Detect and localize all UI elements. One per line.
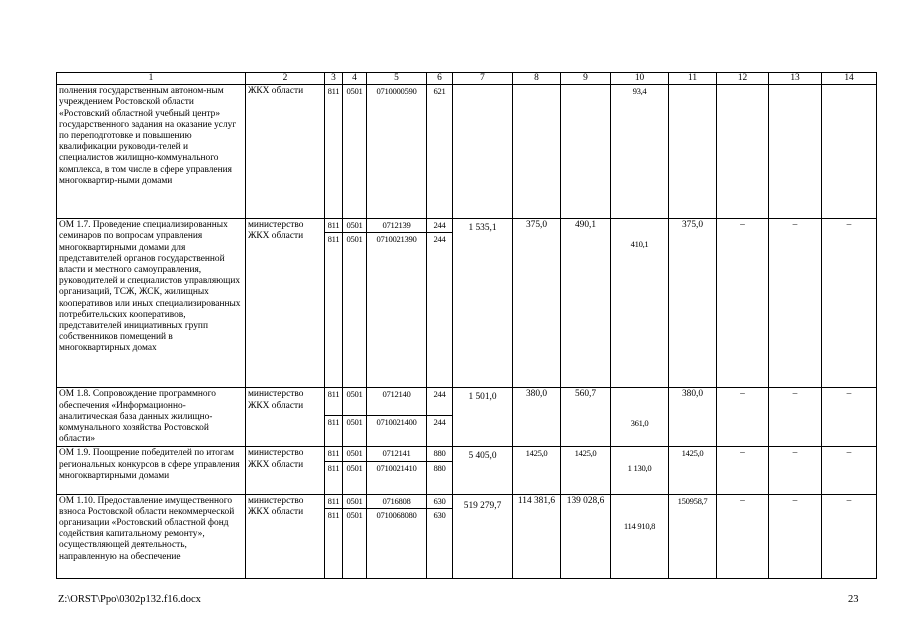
rz-pr-code: 0501 [343,85,367,219]
rz-pr-code: 0501 [343,461,367,494]
value-2014: 1425,0 [513,447,561,494]
gr-code: 811 [325,461,343,494]
value-cell [769,85,822,219]
page-number: 23 [848,594,859,605]
value-2018: – [717,447,769,494]
value-2019: – [769,494,822,578]
header-cell: 6 [427,73,453,85]
measure-description: ОМ 1.8. Сопровождение программного обеспечения «Информационно-аналитическая база данных жилищно-коммунального хозяйства Ростовской области» [57,388,246,447]
responsible-org: ЖКХ области [246,85,325,219]
csr-code: 0710068080 [367,508,427,578]
value-2014: 114 381,6 [513,494,561,578]
csr-code: 0710021390 [367,233,427,388]
csr-code: 0712139 [367,219,427,233]
value-2018: – [717,494,769,578]
header-cell: 7 [453,73,513,85]
budget-table [56,72,877,579]
csr-code: 0716808 [367,494,427,508]
rz-pr-code: 0501 [343,388,367,416]
csr-code: 0712141 [367,447,427,461]
header-cell: 9 [561,73,611,85]
vr-code: 630 [427,494,453,508]
value-2019: – [769,447,822,494]
vr-code: 244 [427,233,453,388]
responsible-org: министерство ЖКХ области [246,447,325,494]
measure-description: ОМ 1.10. Предоставление имущественного взноса Ростовской области некоммерческой организации «Ростовский областной фонд содействия капитальному ремонту», осуществляющей деятельность, направленную на обеспечение [57,494,246,578]
value-cell [513,85,561,219]
table-row [57,494,877,508]
gr-code: 811 [325,219,343,233]
value-2017: 150958,7 [669,494,717,578]
vr-code: 621 [427,85,453,219]
rz-pr-code: 0501 [343,219,367,233]
value-2020: – [822,447,877,494]
value-cell: 93,4 [611,85,669,219]
rz-pr-code: 0501 [343,508,367,578]
header-cell: 8 [513,73,561,85]
header-cell: 13 [769,73,822,85]
value-2016: 1 130,0 [611,447,669,494]
total-value: 1 535,1 [453,219,513,388]
rz-pr-code: 0501 [343,447,367,461]
value-cell [822,85,877,219]
responsible-org: министерство ЖКХ области [246,494,325,578]
rz-pr-code: 0501 [343,494,367,508]
csr-code: 0710021400 [367,416,427,447]
header-cell: 11 [669,73,717,85]
vr-code: 880 [427,447,453,461]
value-2019: – [769,388,822,447]
value-2017: 1425,0 [669,447,717,494]
header-cell: 1 [57,73,246,85]
csr-code: 0712140 [367,388,427,416]
header-cell: 2 [246,73,325,85]
value-2016: 410,1 [611,219,669,388]
gr-code: 811 [325,233,343,388]
measure-description: полнения государственным автоном-ным учреждением Ростовской области «Ростовский областной учебный центр» государственного задания на оказание услуг по переподготовке и повышению квалификации руководи-телей и специалистов жилищно-коммунального комплекса, в том числе в сфере управления многоквартир-ными домами [57,85,246,219]
header-cell: 5 [367,73,427,85]
vr-code: 244 [427,388,453,416]
vr-code: 244 [427,219,453,233]
total-value: 5 405,0 [453,447,513,494]
value-2017: 375,0 [669,219,717,388]
vr-code: 244 [427,416,453,447]
csr-code: 0710021410 [367,461,427,494]
rz-pr-code: 0501 [343,416,367,447]
rz-pr-code: 0501 [343,233,367,388]
value-2016: 361,0 [611,388,669,447]
value-2020: – [822,219,877,388]
gr-code: 811 [325,494,343,508]
responsible-org: министерство ЖКХ области [246,219,325,388]
header-cell: 3 [325,73,343,85]
header-cell: 10 [611,73,669,85]
header-cell: 12 [717,73,769,85]
value-2018: – [717,388,769,447]
value-2018: – [717,219,769,388]
gr-code: 811 [325,508,343,578]
value-cell [669,85,717,219]
gr-code: 811 [325,85,343,219]
header-cell: 4 [343,73,367,85]
value-2015: 139 028,6 [561,494,611,578]
value-2017: 380,0 [669,388,717,447]
table-row [57,219,877,233]
gr-code: 811 [325,416,343,447]
header-row [57,73,877,85]
responsible-org: министерство ЖКХ области [246,388,325,447]
header-cell: 14 [822,73,877,85]
csr-code: 0710000590 [367,85,427,219]
gr-code: 811 [325,388,343,416]
value-2015: 560,7 [561,388,611,447]
gr-code: 811 [325,447,343,461]
value-2015: 490,1 [561,219,611,388]
value-cell [453,85,513,219]
table-row [57,85,877,219]
value-2019: – [769,219,822,388]
value-cell [561,85,611,219]
value-2015: 1425,0 [561,447,611,494]
total-value: 1 501,0 [453,388,513,447]
vr-code: 630 [427,508,453,578]
measure-description: ОМ 1.9. Поощрение победителей по итогам региональных конкурсов в сфере управления многоквартирными домами [57,447,246,494]
value-2016: 114 910,8 [611,494,669,578]
value-2014: 375,0 [513,219,561,388]
file-path-footer: Z:\ORST\Ppo\0302p132.f16.docx [58,594,201,605]
measure-description: ОМ 1.7. Проведение специализированных семинаров по вопросам управления многоквартирными домами для представителей органов государственной власти и местного самоуправления, руководителей и специалистов управляющих организаций, ТСЖ, ЖСК, жилищных кооперативов или иных специализированных потребительских кооперативов, представителей инициативных групп собственников помещений в многоквартирных домах [57,219,246,388]
value-2014: 380,0 [513,388,561,447]
table-row [57,447,877,461]
vr-code: 880 [427,461,453,494]
value-cell [717,85,769,219]
value-2020: – [822,494,877,578]
total-value: 519 279,7 [453,494,513,578]
value-2020: – [822,388,877,447]
table-row [57,388,877,416]
